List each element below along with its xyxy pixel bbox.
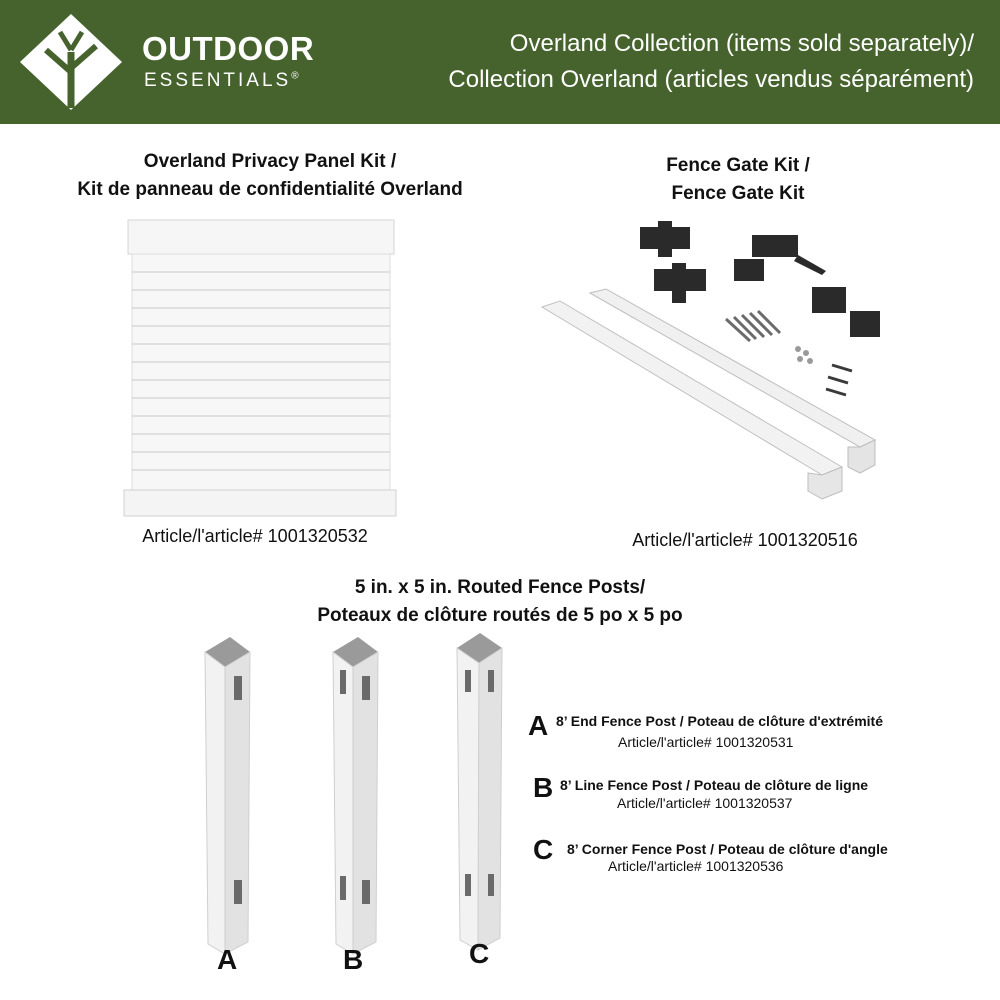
corner-fence-post-image	[452, 628, 512, 958]
end-fence-post-image	[200, 632, 260, 962]
legend-letter-c: C	[533, 834, 554, 865]
legend-name-b: 8’ Line Fence Post / Poteau de clôture de ligne	[560, 777, 869, 793]
post-c-label: C	[469, 938, 490, 969]
legend-name-c: 8’ Corner Fence Post / Poteau de clôture d'angle	[567, 841, 888, 857]
legend-letter-b: B	[533, 772, 554, 803]
panel-kit-article: Article/l'article# 1001320532	[142, 526, 368, 546]
legend-article-b: Article/l'article# 1001320537	[617, 795, 793, 811]
brand-subname: ESSENTIALS®	[144, 70, 299, 91]
header-title-line2: Collection Overland (articles vendus séparément)	[448, 66, 974, 93]
gate-kit-title: Fence Gate Kit / Fence Gate Kit	[666, 155, 810, 204]
panel-kit-title: Overland Privacy Panel Kit / Kit de panneau de confidentialité Overland	[77, 151, 463, 200]
leaf-logo-icon	[16, 10, 126, 114]
legend-letter-a: A	[528, 710, 549, 741]
gate-kit-image	[530, 215, 880, 515]
header-banner	[0, 0, 1000, 124]
privacy-panel-image	[120, 220, 420, 520]
post-b-label: B	[343, 944, 364, 975]
line-fence-post-image	[328, 632, 388, 962]
gate-kit-article: Article/l'article# 1001320516	[632, 530, 858, 550]
post-a-label: A	[217, 944, 238, 975]
header-title-line1: Overland Collection (items sold separately)/	[509, 30, 974, 57]
legend-name-a: 8’ End Fence Post / Poteau de clôture d'extrémité	[556, 713, 883, 729]
legend-article-c: Article/l'article# 1001320536	[608, 858, 784, 874]
posts-title: 5 in. x 5 in. Routed Fence Posts/ Poteaux de clôture routés de 5 po x 5 po	[317, 577, 683, 626]
registered-mark: ®	[291, 70, 299, 82]
brand-name: OUTDOOR	[142, 30, 315, 67]
legend-article-a: Article/l'article# 1001320531	[618, 734, 794, 750]
